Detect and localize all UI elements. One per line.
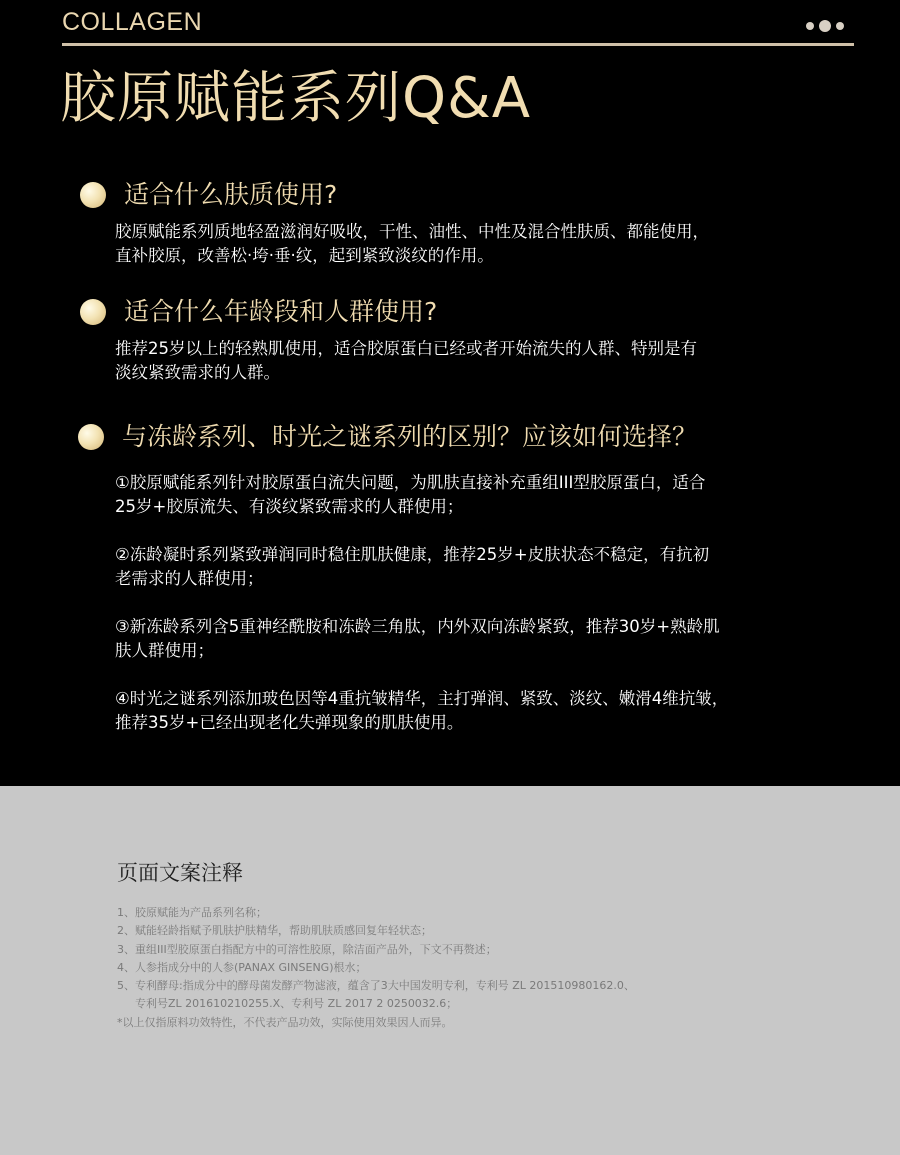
- note-line: 5、专利酵母:指成分中的酵母菌发酵产物滤液，蕴含了3大中国发明专利，专利号 ZL 201510980162.0、: [117, 979, 635, 993]
- answer-line: ④时光之谜系列添加玻色因等4重抗皱精华，主打弹润、紧致、淡纹、嫩滑4维抗皱，: [115, 689, 729, 708]
- answer-3-item-2: [115, 543, 709, 591]
- answer-2: [115, 337, 697, 385]
- answer-3-item-1: [115, 471, 705, 519]
- answer-line: 推荐25岁以上的轻熟肌使用，适合胶原蛋白已经或者开始流失的人群、特别是有: [115, 339, 697, 358]
- gold-circle-bullet-icon: [80, 299, 106, 325]
- answer-line: ②冻龄凝时系列紧致弹润同时稳住肌肤健康，推荐25岁+皮肤状态不稳定，有抗初: [115, 545, 710, 564]
- gold-circle-bullet-icon: [78, 424, 104, 450]
- answer-line: 25岁+胶原流失、有淡纹紧致需求的人群使用；: [115, 497, 464, 516]
- dot-small-icon: [806, 22, 814, 30]
- dot-small-icon: [836, 22, 844, 30]
- note-line: *以上仅指原料功效特性，不代表产品功效，实际使用效果因人而异。: [117, 1015, 453, 1029]
- header-divider: [62, 43, 854, 46]
- question-1: 适合什么肤质使用?: [124, 180, 338, 209]
- dot-large-icon: [819, 20, 831, 32]
- gold-circle-bullet-icon: [80, 182, 106, 208]
- note-line: 1、胶原赋能为产品系列名称；: [117, 906, 267, 919]
- three-dots-icon: [806, 18, 849, 34]
- question-2: 适合什么年龄段和人群使用?: [124, 297, 438, 326]
- answer-line: 淡纹紧致需求的人群。: [115, 363, 280, 382]
- notes-list: [117, 904, 635, 1032]
- answer-line: 直补胶原，改善松·垮·垂·纹，起到紧致淡纹的作用。: [115, 246, 494, 265]
- answer-line: 胶原赋能系列质地轻盈滋润好吸收，干性、油性、中性及混合性肤质、都能使用，: [115, 222, 709, 241]
- answer-line: 肤人群使用；: [115, 641, 214, 660]
- note-line: 4、人参指成分中的人参(PANAX GINSENG)根水；: [117, 960, 367, 974]
- notes-title: 页面文案注释: [117, 861, 243, 885]
- answer-line: ③新冻龄系列含5重神经酰胺和冻龄三角肽，内外双向冻龄紧致，推荐30岁+熟龄肌: [115, 617, 720, 636]
- answer-1: [115, 220, 709, 268]
- brand-label: COLLAGEN: [62, 8, 203, 36]
- note-line: 2、赋能轻龄指赋予肌肤护肤精华，帮助肌肤质感回复年轻状态；: [117, 924, 432, 938]
- answer-3-item-3: [115, 615, 720, 663]
- note-line: 3、重组III型胶原蛋白指配方中的可溶性胶原，除洁面产品外，下文不再赘述；: [117, 942, 497, 956]
- answer-line: 老需求的人群使用；: [115, 569, 264, 588]
- answer-line: 推荐35岁+已经出现老化失弹现象的肌肤使用。: [115, 713, 464, 732]
- page-title: 胶原赋能系列Q&A: [60, 66, 532, 131]
- answer-line: ①胶原赋能系列针对胶原蛋白流失问题，为肌肤直接补充重组III型胶原蛋白，适合: [115, 473, 706, 492]
- question-3: 与冻龄系列、时光之谜系列的区别？应该如何选择？: [122, 422, 698, 451]
- note-line: 专利号ZL 201610210255.X、专利号 ZL 2017 2 0250032.6；: [135, 997, 458, 1011]
- answer-3-item-4: [115, 687, 728, 735]
